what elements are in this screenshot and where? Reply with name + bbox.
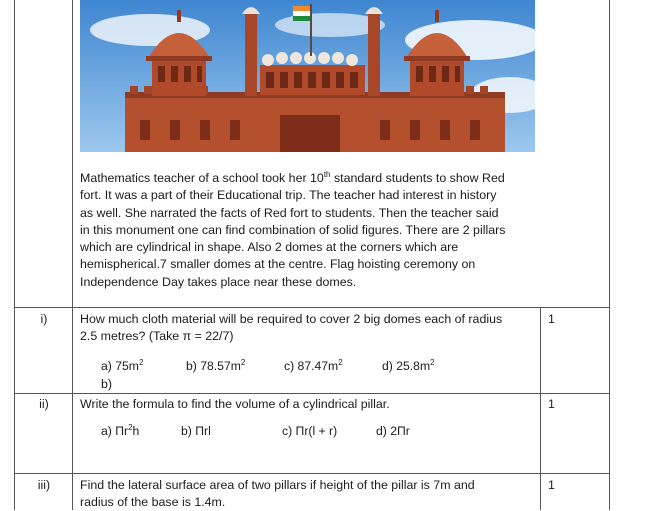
question-3-line-1: Find the lateral surface area of two pillars if height of the pillar is 7m and	[80, 478, 475, 492]
question-1-text	[80, 311, 536, 345]
question-2-options	[101, 424, 521, 444]
option-c: c) Πr(l + r)	[282, 424, 338, 438]
passage-line-7: Independence Day takes place near these domes.	[80, 274, 357, 289]
question-1-line-2: 2.5 metres? (Take π = 22/7)	[80, 329, 234, 343]
passage-line-6: hemispherical.7 smaller domes at the centre. Flag hoisting ceremony on	[80, 257, 476, 272]
option-d: d) $25.8m^2$	[382, 358, 435, 373]
option-c: c) $87.47m^2$	[284, 358, 343, 373]
question-2-text: Write the formula to find the volume of a cylindrical pillar.	[80, 397, 390, 411]
question-1-line-1: How much cloth material will be required to cover 2 big domes each of radius	[80, 312, 503, 326]
question-1-extra-label: b)	[101, 377, 113, 391]
passage-line-4: in this monument one can find combination of solid figures. There are 2 pillars	[80, 222, 506, 237]
question-3-marks: 1	[548, 478, 555, 492]
passage-line-3: as well. She narrated the facts of Red fort to students. Then the teacher said	[80, 205, 499, 220]
question-3-number: iii)	[37, 478, 51, 492]
question-3-line-2: radius of the base is 1.4m.	[80, 495, 226, 509]
table-border-left	[14, 0, 15, 510]
question-1-options	[101, 359, 521, 379]
row-divider-3	[14, 473, 610, 474]
case-study-passage	[80, 170, 540, 291]
option-a: a) $75m^2$	[101, 358, 144, 373]
option-b: b) Πrl	[181, 424, 211, 438]
row-divider-2	[14, 393, 610, 394]
question-2-number: ii)	[39, 397, 49, 411]
table-border-number-col	[72, 0, 73, 510]
option-b: b) $78.57m^2$	[186, 358, 246, 373]
option-d: d) 2Πr	[376, 424, 410, 438]
passage-line-5: which are cylindrical in shape. Also 2 domes at the corners which are	[80, 240, 459, 255]
question-1-number: i)	[40, 312, 48, 326]
passage-line-2: fort. It was a part of their Educational trip. The teacher had interest in history	[80, 188, 497, 203]
passage-line-1: Mathematics teacher of a school took her 10th standard students to show Red	[80, 170, 505, 185]
red-fort-image	[80, 0, 535, 152]
option-a: a) $\Pi r^2h$	[101, 423, 140, 438]
question-1-marks: 1	[548, 312, 555, 326]
question-2-marks: 1	[548, 397, 555, 411]
table-border-marks-col	[540, 307, 541, 510]
question-3-text	[80, 477, 536, 511]
row-divider-1	[14, 307, 610, 308]
table-border-right	[609, 0, 610, 510]
